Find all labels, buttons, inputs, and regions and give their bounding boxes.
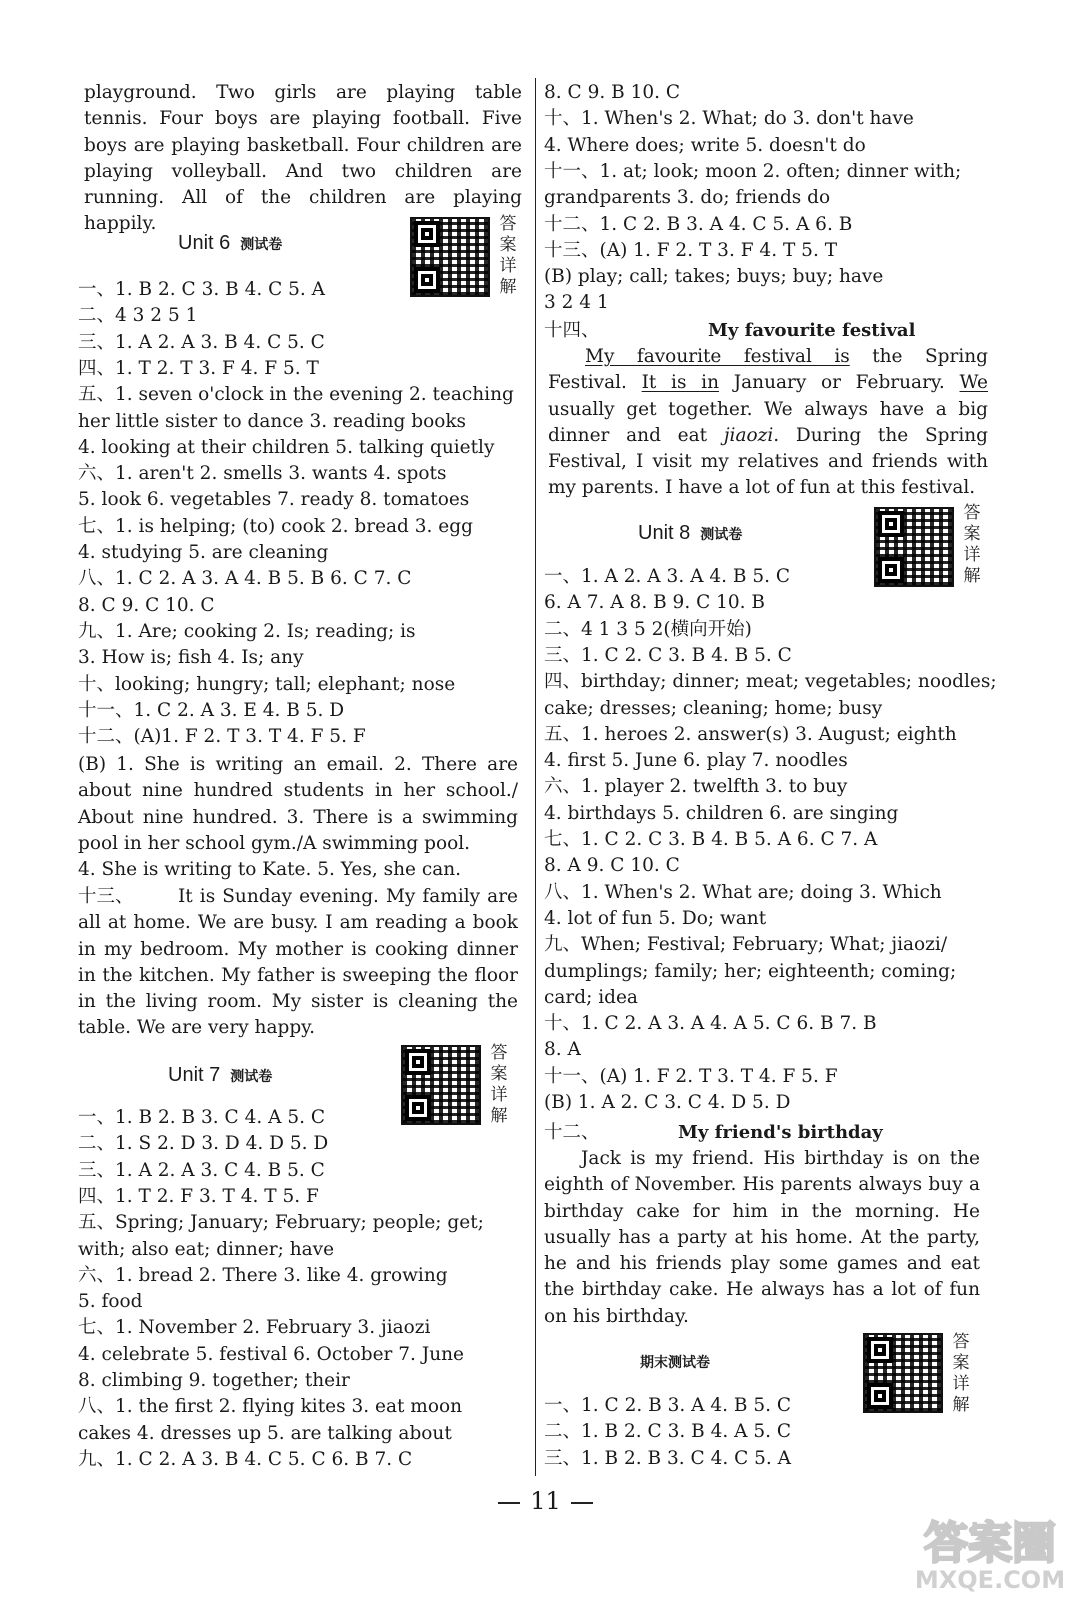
essay1-underline-2: It is in	[641, 372, 719, 394]
unit6-answer-line: 十二、(A)1. F 2. T 3. T 4. F 5. F	[78, 726, 366, 748]
unit8-answer-line: 四、birthday; dinner; meat; vegetables; noodles;	[544, 671, 997, 693]
unit6-answer-line: 十一、1. C 2. A 3. E 4. B 5. D	[78, 699, 345, 721]
final-qr-code-icon[interactable]	[863, 1333, 943, 1413]
essay1-text-2: January or February.	[719, 372, 960, 394]
unit6-answer-line: 六、1. aren't 2. smells 3. wants 4. spots	[78, 463, 447, 485]
unit7-continued-line: 十一、1. at; look; moon 2. often; dinner with;	[544, 160, 962, 182]
unit6-answer-line: 七、1. is helping; (to) cook 2. bread 3. egg	[78, 515, 473, 537]
unit6-answer-line: 二、4 3 2 5 1	[78, 305, 198, 327]
final-qr-label: 答案详解	[952, 1332, 970, 1415]
unit7-answer-line: 九、1. C 2. A 3. B 4. C 5. C 6. B 7. C	[78, 1448, 413, 1470]
unit7-continued-line: 十、1. When's 2. What; do 3. don't have	[544, 108, 914, 130]
essay1-underline-1: My favourite festival is	[585, 346, 850, 367]
unit8-answer-line: 二、4 1 3 5 2(横向开始)	[544, 618, 752, 640]
unit8-answer-line: 六、1. player 2. twelfth 3. to buy	[544, 776, 848, 798]
unit7-continued-line: grandparents 3. do; friends do	[544, 187, 831, 209]
unit8-qr-code-icon[interactable]	[874, 507, 954, 587]
unit8-answer-line: 十、1. C 2. A 3. A 4. A 5. C 6. B 7. B	[544, 1013, 877, 1035]
unit6-answer-line: 三、1. A 2. A 3. B 4. C 5. C	[78, 331, 325, 353]
unit6-answer-line: 3. How is; fish 4. Is; any	[78, 647, 304, 669]
final-answer-line: 一、1. C 2. B 3. A 4. B 5. C	[544, 1395, 792, 1416]
unit6-b-last: 4. She is writing to Kate. 5. Yes, she can.	[78, 859, 462, 880]
unit7-continued-line: 十二、1. C 2. B 3. A 4. C 5. A 6. B	[544, 213, 853, 235]
unit6-answer-line: 四、1. T 2. T 3. F 4. F 5. T	[78, 357, 319, 379]
unit6-b-answers: (B) 1. She is writing an email. 2. There are about nine hundred students in her school./ About nine hundred. 3. There is a swimming pool in her school gym./A swimming pool.	[78, 754, 518, 854]
unit6-title	[178, 232, 282, 255]
watermark-logo	[895, 1512, 1085, 1594]
final-answer-line: 二、1. B 2. C 3. B 4. A 5. C	[544, 1421, 792, 1443]
essay1-body	[548, 344, 988, 502]
essay1-text-4: . During the Spring Festival, I visit my relatives and friends with my parents. I have a lot of fun at this festival.	[548, 424, 988, 499]
unit6-answer-line: 九、1. Are; cooking 2. Is; reading; is	[78, 620, 416, 642]
unit8-answer-line: 4. lot of fun 5. Do; want	[544, 907, 767, 929]
unit6-answer-line: 五、1. seven o'clock in the evening 2. teaching	[78, 384, 514, 406]
unit8-answer-line: 8. A 9. C 10. C	[544, 855, 680, 877]
unit7-continued-line: 4. Where does; write 5. doesn't do	[544, 134, 866, 156]
unit7-answer-line: 六、1. bread 2. There 3. like 4. growing	[78, 1264, 448, 1286]
essay1-text-3: usually get together. We always have a big dinner and eat	[548, 398, 988, 446]
unit8-essay: Jack is my friend. His birthday is on the eighth of November. His parents always buy a birthday cake for him in the morning. He usually has a party at his home. At the party, he and his friends play some games and eat the birthday cake. He always has a lot of fun on his birthday.	[544, 1148, 980, 1327]
unit8-answer-line: 8. A	[544, 1039, 581, 1061]
unit7-answer-line: 三、1. A 2. A 3. C 4. B 5. C	[78, 1159, 325, 1181]
watermark-line1: 答案圈	[924, 1518, 1056, 1569]
unit8-title-text: Unit 8	[638, 522, 691, 544]
essay1-text-1: the Spring Festival.	[548, 346, 988, 394]
unit7-answer-line: 一、1. B 2. B 3. C 4. A 5. C	[78, 1107, 326, 1128]
unit6-answer-line: 4. studying 5. are cleaning	[78, 542, 329, 563]
unit8-answer-line: 八、1. When's 2. What are; doing 3. Which	[544, 881, 942, 903]
unit8-answer-line: 三、1. C 2. C 3. B 4. B 5. C	[544, 644, 792, 666]
unit8-answer-line: dumplings; family; her; eighteenth; coming;	[544, 960, 957, 982]
unit6-answer-line: 十、looking; hungry; tall; elephant; nose	[78, 673, 456, 695]
unit6-answer-line: 8. C 9. C 10. C	[78, 594, 215, 616]
unit7-answer-line: cakes 4. dresses up 5. are talking about	[78, 1422, 452, 1444]
intro-paragraph: playground. Two girls are playing table tennis. Four boys are playing football. Five boys are playing basketball. Four children are playing volleyball. And two children are running. All of the children are playing happily.	[84, 82, 522, 235]
unit8-answer-line: 4. first 5. June 6. play 7. noodles	[544, 750, 848, 772]
watermark-line2: MXQE.COM	[914, 1566, 1066, 1594]
unit7-answer-line: with; also eat; dinner; have	[78, 1238, 335, 1260]
unit7-answer-line: 二、1. S 2. D 3. D 4. D 5. D	[78, 1133, 329, 1155]
unit7-subtitle: 测试卷	[230, 1069, 273, 1085]
unit8-answer-line: (B) 1. A 2. C 3. C 4. D 5. D	[544, 1092, 791, 1113]
essay1-title: My favourite festival	[708, 320, 916, 341]
unit6-answer-line: 八、1. C 2. A 3. A 4. B 5. B 6. C 7. C	[78, 568, 412, 590]
unit8-answer-line: card; idea	[544, 986, 638, 1008]
unit7-answer-line: 8. climbing 9. together; their	[78, 1370, 350, 1391]
unit8-answer-line: 十一、(A) 1. F 2. T 3. T 4. F 5. F	[544, 1065, 838, 1087]
unit8-answer-line: 七、1. C 2. C 3. B 4. B 5. A 6. C 7. A	[544, 829, 878, 850]
unit6-answer-line: her little sister to dance 3. reading books	[78, 410, 467, 432]
essay1-jiaozi: jiaozi	[723, 424, 774, 446]
unit6-qr-code-icon[interactable]	[410, 217, 490, 297]
unit7-continued-line: 8. C 9. B 10. C	[544, 82, 681, 103]
unit6-subtitle: 测试卷	[240, 237, 283, 253]
unit8-answer-line: 4. birthdays 5. children 6. are singing	[544, 802, 899, 824]
unit6-title-text: Unit 6	[178, 232, 231, 254]
page-number	[0, 1487, 1091, 1515]
unit7-qr-code-icon[interactable]	[401, 1045, 481, 1125]
unit8-essay-title: My friend's birthday	[678, 1122, 883, 1143]
page-number-text: 11	[530, 1487, 561, 1515]
unit8-essay-label: 十二、	[544, 1122, 600, 1143]
unit7-continued-line: (B) play; call; takes; buys; buy; have	[544, 266, 884, 288]
column-divider	[535, 78, 536, 1476]
unit7-qr-label: 答案详解	[490, 1043, 508, 1126]
unit7-answer-line: 四、1. T 2. F 3. T 4. T 5. F	[78, 1185, 319, 1207]
unit8-subtitle: 测试卷	[700, 527, 743, 543]
unit8-answer-line: 一、1. A 2. A 3. A 4. B 5. C	[544, 566, 791, 587]
unit7-answer-line: 七、1. November 2. February 3. jiaozi	[78, 1317, 431, 1339]
unit6-answer-line: 4. looking at their children 5. talking quietly	[78, 436, 495, 458]
unit8-answer-line: 五、1. heroes 2. answer(s) 3. August; eighth	[544, 723, 957, 745]
unit7-answer-line: 五、Spring; January; February; people; get;	[78, 1212, 484, 1234]
unit6-answer-line: 一、1. B 2. C 3. B 4. C 5. A	[78, 279, 326, 300]
unit6-answer-line: 5. look 6. vegetables 7. ready 8. tomatoes	[78, 489, 470, 511]
unit7-title	[168, 1064, 272, 1087]
unit8-qr-label: 答案详解	[963, 503, 981, 586]
unit6-qr-label: 答案详解	[499, 214, 517, 297]
unit8-title	[638, 522, 742, 545]
unit7-continued-line: 3 2 4 1	[544, 292, 609, 314]
unit7-title-text: Unit 7	[168, 1064, 221, 1086]
unit7-continued-line: 十三、(A) 1. F 2. T 3. F 4. T 5. T	[544, 239, 838, 261]
final-exam-title: 期末测试卷	[640, 1355, 710, 1371]
essay1-label: 十四、	[544, 320, 600, 341]
essay1-underline-3: We	[959, 372, 988, 394]
unit7-answer-line: 4. celebrate 5. festival 6. October 7. June	[78, 1343, 465, 1365]
unit6-essay-label: 十三、	[78, 886, 134, 907]
unit8-answer-line: 6. A 7. A 8. B 9. C 10. B	[544, 592, 766, 614]
unit8-answer-line: cake; dresses; cleaning; home; busy	[544, 697, 883, 719]
final-answer-line: 三、1. B 2. B 3. C 4. C 5. A	[544, 1447, 792, 1469]
page-number-dash-left	[498, 1502, 520, 1504]
unit7-answer-line: 5. food	[78, 1291, 143, 1313]
unit8-answer-line: 九、When; Festival; February; What; jiaozi/	[544, 934, 948, 956]
unit7-answer-line: 八、1. the first 2. flying kites 3. eat moon	[78, 1396, 463, 1418]
page-number-dash-right	[571, 1502, 593, 1504]
unit6-essay: It is Sunday evening. My family are all at home. We are busy. I am reading a book in my bedroom. My mother is cooking dinner in the kitchen. My father is sweeping the floor in the living room. My sister is cleaning the table. We are very happy.	[78, 886, 518, 1039]
